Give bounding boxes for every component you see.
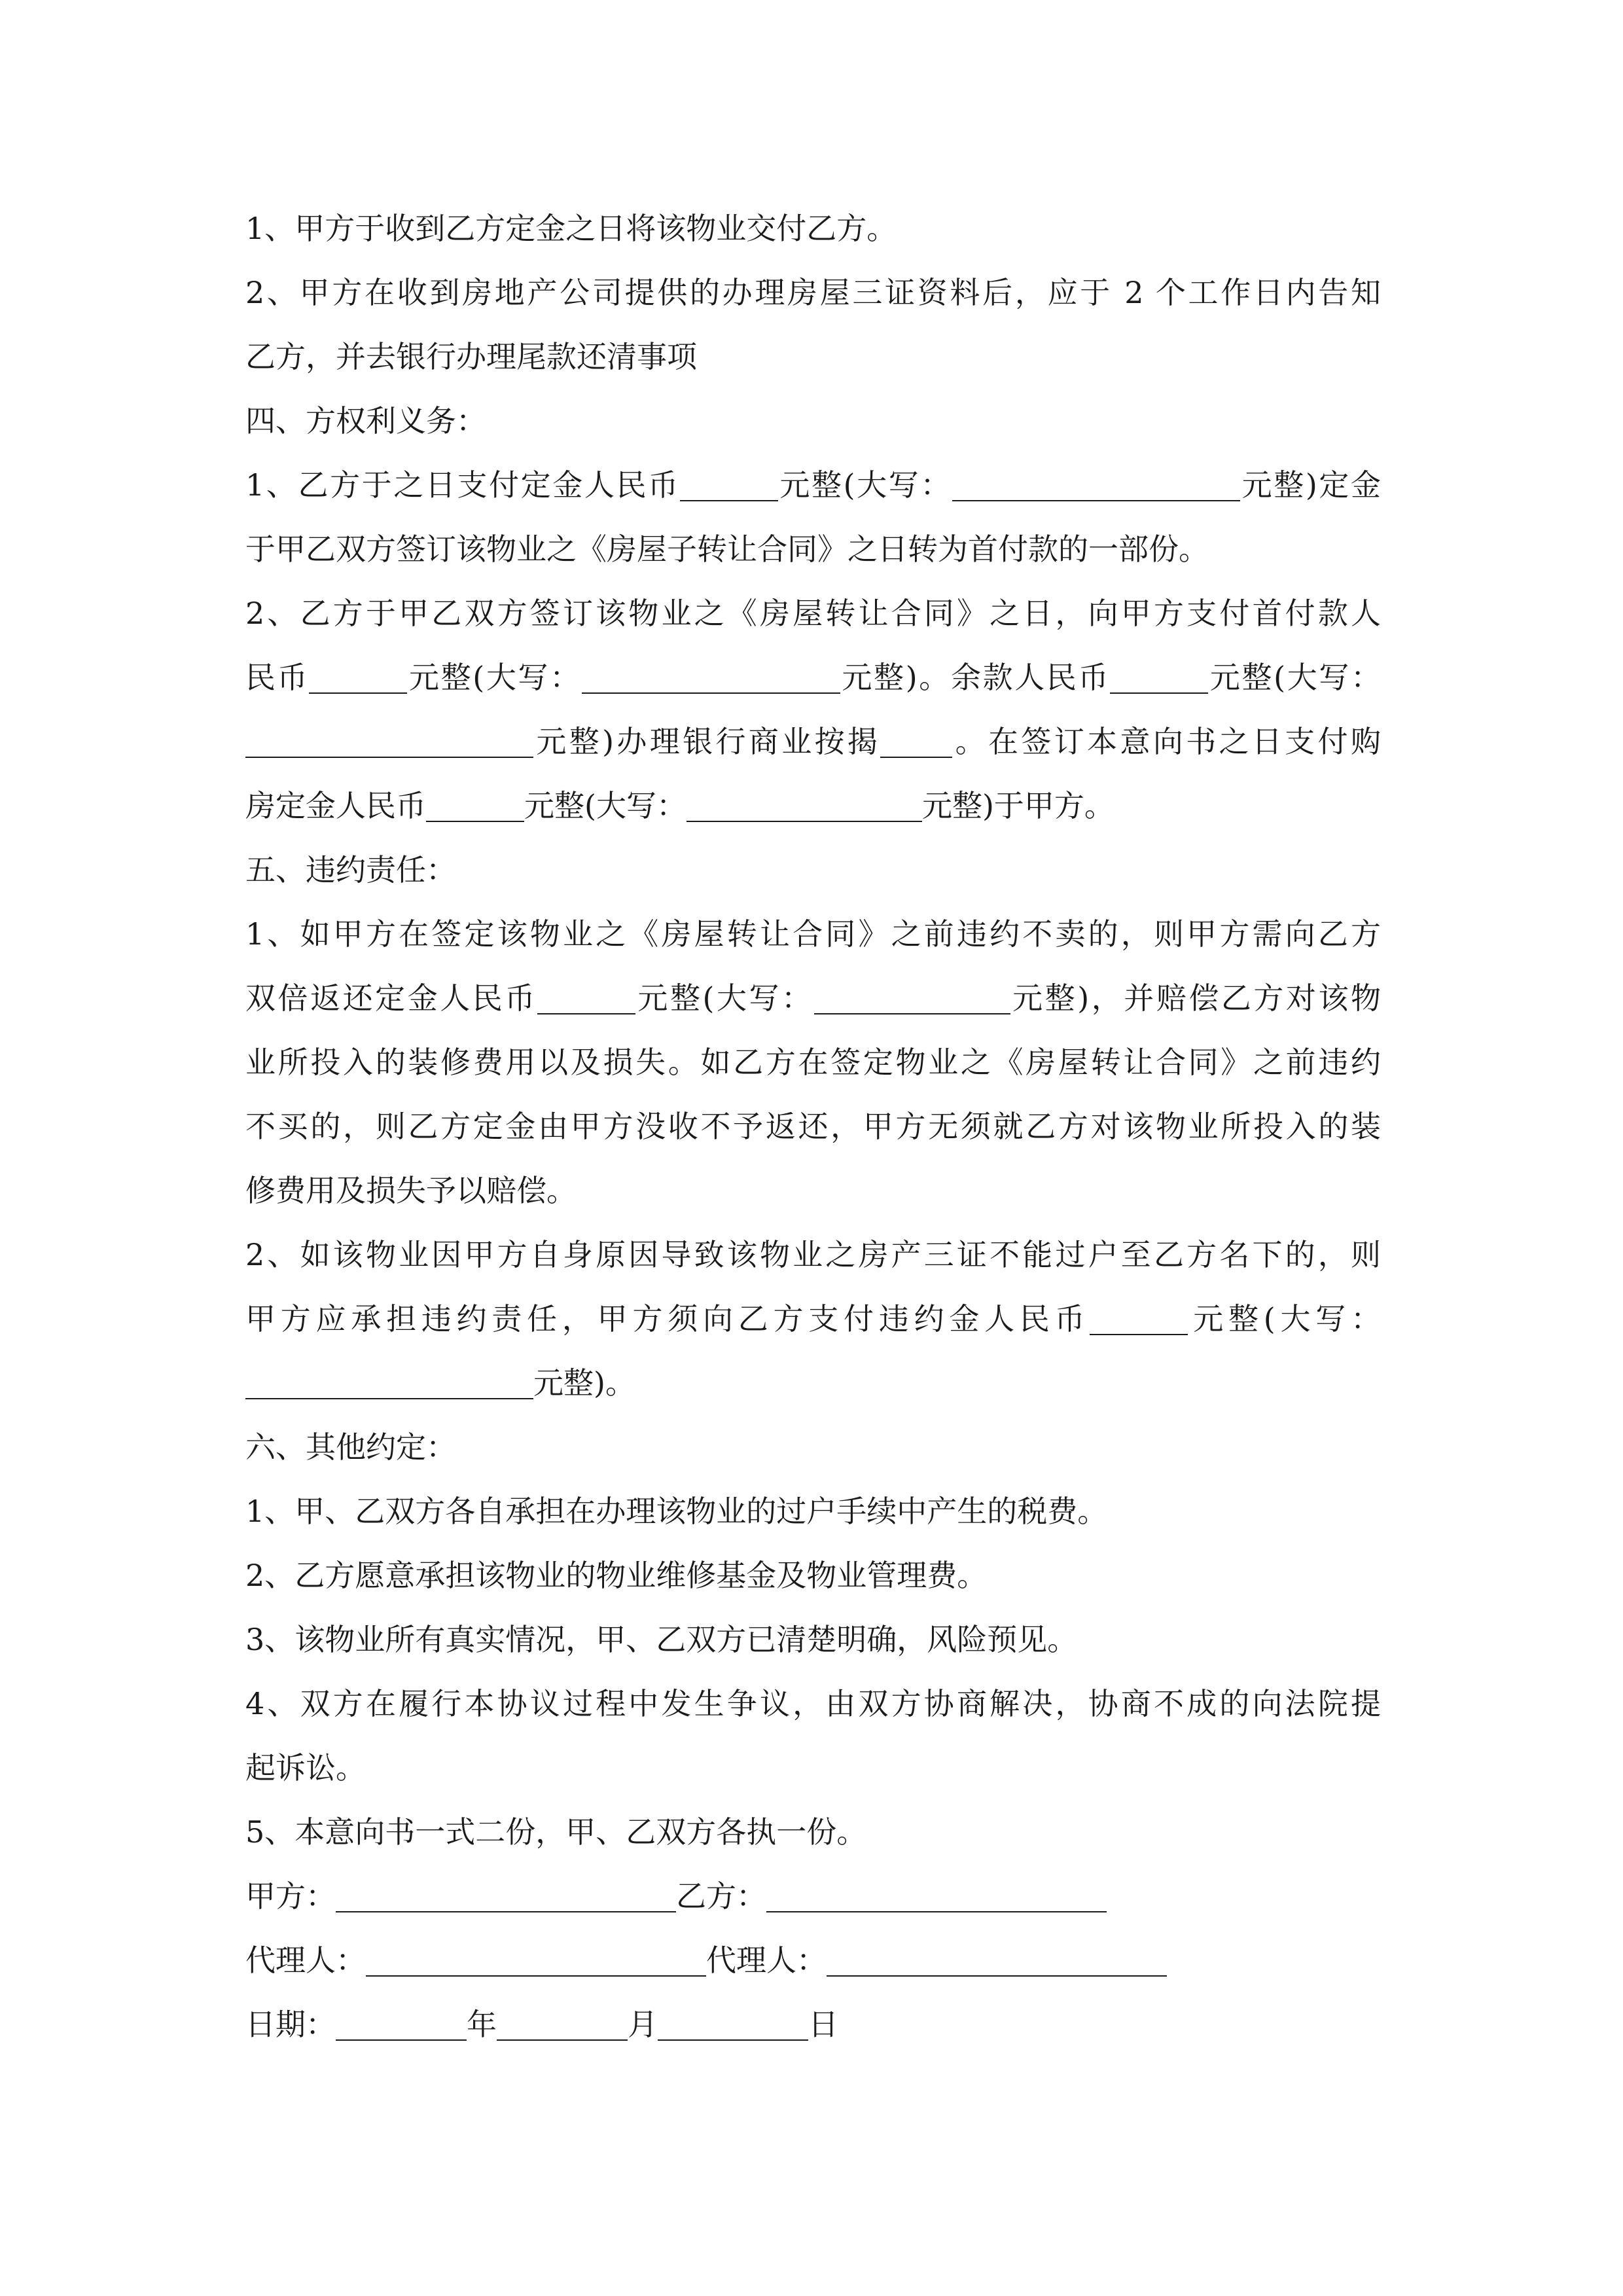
clause-text: 元整)。余款人民币 [840,660,1111,695]
clause-text: 1、甲、乙双方各自承担在办理该物业的过户手续中产生的税费。 [245,1494,1108,1529]
clause-text: 2、乙方愿意承担该物业的物业维修基金及物业管理费。 [245,1558,988,1593]
clause-text: 元整)。 [533,1365,635,1401]
clause-text: 业所投入的装修费用以及损失。如乙方在签定物业之《房屋转让合同》之前违约 [245,1045,1381,1080]
clause-delivery [245,196,1381,260]
clause-text: 1、如甲方在签定该物业之《房屋转让合同》之前违约不卖的，则甲方需向乙方 [245,916,1381,952]
clause-text: 不买的，则乙方定金由甲方没收不予返还，甲方无须就乙方对该物业所投入的装 [245,1109,1381,1144]
clause-text: 元整(大写： [1188,1301,1381,1336]
clause-dispute-cont [245,1736,1381,1800]
clause-text: 1、甲方于收到乙方定金之日将该物业交付乙方。 [245,211,897,246]
clause-buyer-breach-end [245,1158,1381,1223]
clause-mortgage [245,709,1381,774]
amount-words-blank[interactable] [687,786,922,822]
clause-text: 2、如该物业因甲方自身原因导致该物业之房产三证不能过户至乙方名下的，则 [245,1237,1381,1272]
clause-text: 元整(大写： [524,788,687,823]
clause-deposit-cont [245,517,1381,581]
clause-text: 1、乙方于之日支付定金人民币 [245,467,680,503]
clause-penalty [245,1287,1381,1351]
clause-down-payment [245,581,1381,645]
section-heading-other [245,1415,1381,1479]
clause-text: 3、该物业所有真实情况，甲、乙双方已清楚明确，风险预见。 [245,1622,1078,1657]
clause-text: 起诉讼。 [245,1750,366,1785]
clause-text: 2、乙方于甲乙双方签订该物业之《房屋转让合同》之日，向甲方支付首付款人 [245,596,1381,631]
section-title: 四、方权利义务： [245,403,486,439]
clause-text: 4、双方在履行本协议过程中发生争议，由双方协商解决，协商不成的向法院提 [245,1686,1381,1721]
clause-text: 2、甲方在收到房地产公司提供的办理房屋三证资料后，应于 2 个工作日内告知 [245,275,1381,310]
clause-text: 民币 [245,660,310,695]
section-title: 五、违约责任： [245,852,456,888]
year-blank[interactable] [336,2005,467,2041]
clause-fees [245,1543,1381,1607]
amount-blank[interactable] [1110,658,1208,694]
clause-seller-breach-amount [245,966,1381,1030]
amount-blank[interactable] [680,465,778,501]
contract-page [245,196,1381,2056]
amount-words-blank[interactable] [952,465,1240,501]
section-title: 六、其他约定： [245,1429,456,1465]
clause-seller-breach [245,902,1381,966]
clause-penalty-words [245,1351,1381,1415]
clause-text: 元整(大写： [635,980,814,1016]
month-blank[interactable] [497,2005,628,2041]
amount-words-blank[interactable] [814,978,1010,1014]
clause-risk [245,1607,1381,1672]
clause-text: 元整)，并赔偿乙方对该物 [1010,980,1382,1016]
amount-words-blank[interactable] [245,1363,533,1399]
amount-words-blank[interactable] [582,658,840,694]
amount-blank[interactable] [426,786,524,822]
clause-purchase-deposit [245,774,1381,838]
mortgage-blank[interactable] [880,722,952,758]
date-label: 日期： [245,2007,336,2042]
clause-text: 元整(大写： [1208,660,1381,695]
clause-dispute [245,1672,1381,1736]
agent-b-label: 代理人： [706,1943,827,1978]
agent-b-signature-blank[interactable] [827,1941,1167,1977]
clause-text: 元整)定金 [1240,467,1381,503]
clause-taxes [245,1479,1381,1543]
clause-transfer-failure [245,1223,1381,1287]
amount-blank[interactable] [1090,1299,1188,1335]
clause-copies [245,1800,1381,1864]
signature-parties [245,1864,1381,1928]
party-b-label: 乙方： [676,1878,766,1914]
agent-a-label: 代理人： [245,1943,366,1978]
clause-text: 元整)于甲方。 [921,788,1115,823]
clause-text: 元整)办理银行商业按揭 [533,724,881,759]
year-label: 年 [467,2007,497,2042]
party-a-label: 甲方： [245,1878,336,1914]
clause-text: 。在签订本意向书之日支付购 [952,724,1382,759]
clause-text: 于甲乙双方签订该物业之《房屋子转让合同》之日转为首付款的一部份。 [245,531,1209,567]
day-label: 日 [808,2007,838,2042]
amount-blank[interactable] [309,658,407,694]
section-heading-liability [245,838,1381,902]
clause-certificates [245,260,1381,325]
party-a-signature-blank[interactable] [336,1876,676,1912]
section-heading-rights [245,389,1381,453]
clause-text: 乙方，并去银行办理尾款还清事项 [245,339,697,374]
amount-blank[interactable] [537,978,635,1014]
signature-agents [245,1928,1381,1992]
clause-deposit [245,453,1381,517]
signature-date [245,1992,1381,2056]
amount-words-blank[interactable] [245,722,533,758]
day-blank[interactable] [658,2005,808,2041]
clause-text: 房定金人民币 [245,788,426,823]
clause-down-payment-amounts [245,645,1381,709]
month-label: 月 [628,2007,658,2042]
clause-text: 修费用及损失予以赔偿。 [245,1173,577,1208]
party-b-signature-blank[interactable] [766,1876,1107,1912]
clause-certificates-cont [245,325,1381,389]
clause-text: 5、本意向书一式二份，甲、乙双方各执一份。 [245,1814,867,1850]
clause-text: 元整(大写： [777,467,952,503]
clause-text: 甲方应承担违约责任，甲方须向乙方支付违约金人民币 [245,1301,1090,1336]
clause-buyer-breach-cont [245,1094,1381,1158]
clause-buyer-breach [245,1030,1381,1094]
clause-text: 元整(大写： [407,660,582,695]
agent-a-signature-blank[interactable] [366,1941,706,1977]
clause-text: 双倍返还定金人民币 [245,980,537,1016]
